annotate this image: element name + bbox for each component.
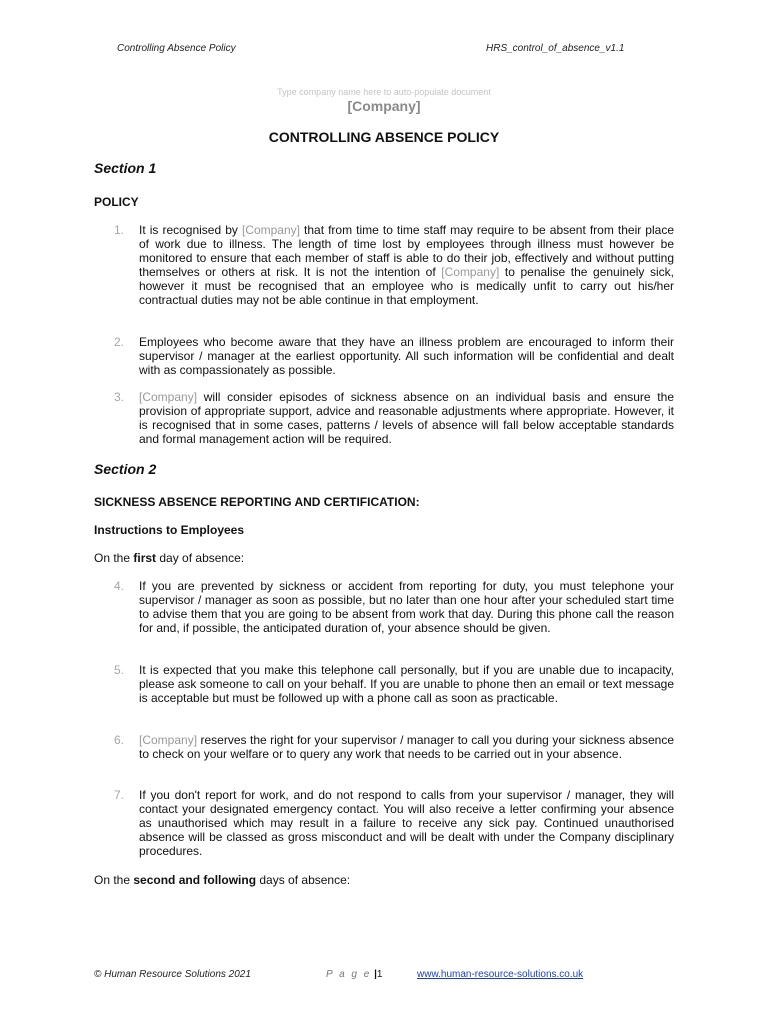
list-item-4 xyxy=(94,579,674,635)
list-item-6 xyxy=(94,733,674,761)
company-placeholder: [Company] xyxy=(139,733,198,747)
section-2-heading: Section 2 xyxy=(94,461,157,477)
instructions-heading: Instructions to Employees xyxy=(94,523,245,537)
item-text: It is expected that you make this telephone call personally, but if you are unable due to incapacity, please ask someone to call on your behalf. If you are unable to phone then an email or text message is acceptable but must be followed up with a phone call as soon as practicable. xyxy=(139,663,674,705)
item-number: 2. xyxy=(114,335,125,349)
list-item-2 xyxy=(94,335,674,377)
item-number: 4. xyxy=(114,579,125,593)
company-name-field[interactable]: [Company] xyxy=(347,98,421,114)
list-item-5 xyxy=(94,663,674,705)
list-item-1 xyxy=(94,223,674,307)
company-name-hint: Type company name here to auto-populate document xyxy=(277,87,491,97)
item-number: 6. xyxy=(114,733,125,747)
second-day-intro: On the second and following days of absence: xyxy=(94,873,351,887)
item-text: [Company] reserves the right for your supervisor / manager to call you during your sickness absence to check on your welfare or to query any work that needs to be carried out in your absence. xyxy=(139,733,674,761)
item-number: 3. xyxy=(114,390,125,404)
footer-website-link[interactable]: www.human-resource-solutions.co.uk xyxy=(417,969,584,980)
company-placeholder: [Company] xyxy=(139,390,198,404)
sickness-reporting-subheading: SICKNESS ABSENCE REPORTING AND CERTIFICATION: xyxy=(94,495,420,509)
company-placeholder: [Company] xyxy=(241,223,300,237)
list-item-7 xyxy=(94,788,674,858)
item-text: [Company] will consider episodes of sickness absence on an individual basis and ensure the provision of appropriate support, advice and reasonable adjustments where appropriate. However, it is recognised that in some cases, patterns / levels of absence will fall below acceptable standards and formal management action will be required. xyxy=(139,390,674,446)
company-placeholder: [Company] xyxy=(441,265,500,279)
policy-subheading: POLICY xyxy=(94,195,139,209)
first-day-intro: On the first day of absence: xyxy=(94,551,245,565)
header-document-title: Controlling Absence Policy xyxy=(117,43,236,54)
item-number: 7. xyxy=(114,788,125,802)
item-text: If you don't report for work, and do not respond to calls from your supervisor / manager, they will contact your designated emergency contact. You will also receive a letter confirming your absence as unauthorised which may result in a failure to receive any sick pay. Continued unauthorised absence will be classed as gross misconduct and will be dealt with under the Company disciplinary procedures. xyxy=(139,788,674,858)
footer-copyright: © Human Resource Solutions 2021 xyxy=(94,969,251,980)
list-item-3 xyxy=(94,390,674,446)
item-text: It is recognised by [Company] that from time to time staff may require to be absent from their place of work due to illness. The length of time lost by employees through illness must however be monitored to ensure that each member of staff is able to do their job, effectively and without putting themselves or others at risk. It is not the intention of [Company] to penalise the genuinely sick, however it must be recognised that an employee who is medically unfit to carry out his/her contractual duties may not be able continue in that employment. xyxy=(139,223,675,307)
item-number: 5. xyxy=(114,663,125,677)
item-text: If you are prevented by sickness or accident from reporting for duty, you must telephone your supervisor / manager as soon as possible, but no later than one hour after your scheduled start time to advise them that you are going to be absent from work that day. During this phone call the reason for and, if possible, the anticipated duration of, your absence should be given. xyxy=(139,579,674,635)
document-title: CONTROLLING ABSENCE POLICY xyxy=(268,129,500,145)
header-document-code: HRS_control_of_absence_v1.1 xyxy=(486,43,625,54)
item-number: 1. xyxy=(114,223,125,237)
item-text: Employees who become aware that they have an illness problem are encouraged to inform their supervisor / manager at the earliest opportunity. All such information will be confidential and dealt with as compassionately as possible. xyxy=(139,335,674,377)
footer-page-number: P a g e |1 xyxy=(326,969,383,980)
section-1-heading: Section 1 xyxy=(94,160,157,176)
